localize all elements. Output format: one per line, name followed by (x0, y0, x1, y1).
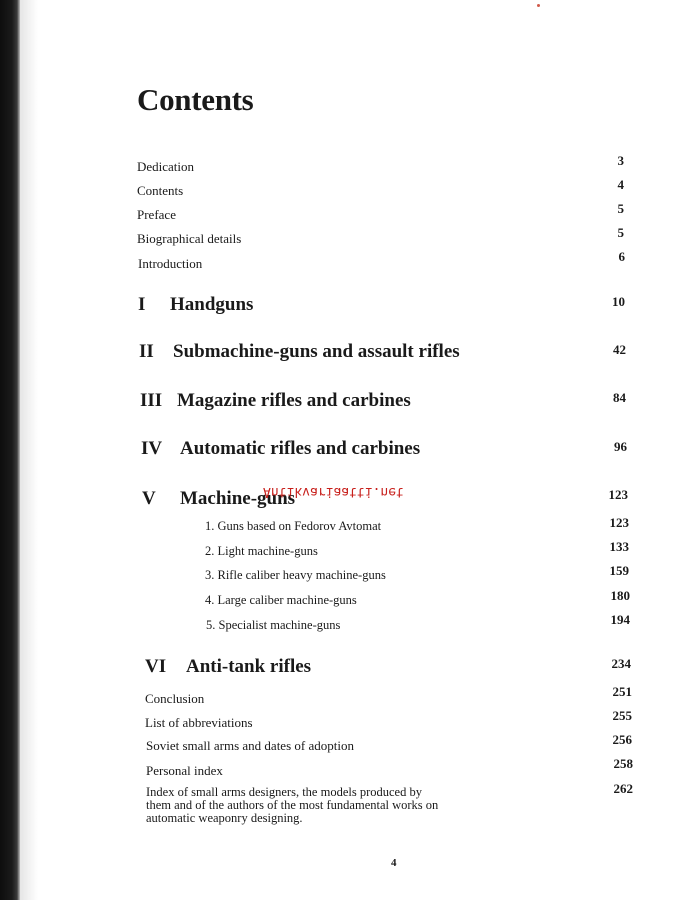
toc-entry-page: 3 (617, 153, 624, 168)
toc-entry-label: Conclusion (145, 691, 205, 706)
chapter-heading (138, 294, 253, 316)
toc-entry-label: Preface (137, 207, 176, 222)
toc-section-label: 4. Large caliber machine-guns (205, 593, 357, 607)
chapter-numeral: V (142, 488, 156, 509)
chapter-numeral: II (139, 341, 154, 362)
toc-entry-label: Soviet small arms and dates of adoption (146, 738, 354, 753)
toc-section-label: 5. Specialist machine-guns (206, 618, 341, 632)
chapter-numeral: I (138, 294, 146, 315)
toc-entry-page: 256 (612, 732, 632, 747)
toc-section-page: 180 (610, 588, 630, 603)
toc-entry-label: List of abbreviations (145, 715, 253, 730)
paper-speck (537, 4, 540, 7)
toc-entry-label: Personal index (146, 763, 223, 778)
chapter-numeral: IV (141, 438, 163, 459)
chapter-heading (139, 341, 460, 363)
chapter-heading (145, 656, 311, 678)
chapter-page: 123 (608, 487, 628, 502)
toc-entry-page: 6 (618, 249, 625, 264)
toc-entry-page: 255 (612, 708, 632, 723)
chapter-heading (141, 438, 420, 460)
chapter-page: 96 (614, 439, 627, 454)
toc-entry-page: 5 (617, 225, 624, 240)
chapter-title: Magazine rifles and carbines (177, 390, 411, 411)
toc-section-page: 133 (609, 539, 629, 554)
toc-section-page: 159 (609, 563, 629, 578)
toc-entry-page: 262 (613, 781, 633, 796)
chapter-numeral: VI (145, 656, 167, 677)
toc-entry-page: 5 (617, 201, 624, 216)
chapter-page: 42 (613, 342, 626, 357)
toc-section-page: 123 (609, 515, 629, 530)
toc-entry-label: Index of small arms designers, the models produced by them and of the authors of the most fundamental works on automatic weaponry designing. (146, 785, 439, 825)
gutter-shadow (20, 0, 38, 900)
chapter-title: Anti-tank rifles (186, 656, 312, 677)
toc-entry-label: Contents (137, 183, 184, 198)
page-number: 4 (391, 857, 397, 869)
chapter-title: Machine-guns (180, 488, 296, 509)
watermark-text: Antikvariaatti.net (263, 484, 404, 499)
toc-section-label: 1. Guns based on Fedorov Avtomat (205, 519, 382, 533)
chapter-title: Automatic rifles and carbines (180, 438, 421, 459)
toc-entry-page: 251 (612, 684, 632, 699)
chapter-page: 234 (611, 656, 631, 671)
book-spine-edge (0, 0, 20, 900)
chapter-heading (140, 390, 411, 412)
toc-entry-label: Biographical details (137, 231, 242, 246)
chapter-numeral: III (140, 390, 163, 411)
chapter-title: Handguns (170, 294, 254, 315)
toc-entry-label: Introduction (138, 256, 203, 271)
chapter-page: 84 (613, 390, 626, 405)
toc-section-label: 3. Rifle caliber heavy machine-guns (205, 568, 386, 582)
page-title: Contents (137, 82, 254, 117)
chapter-title: Submachine-guns and assault rifles (173, 341, 460, 362)
toc-section-label: 2. Light machine-guns (205, 544, 318, 558)
chapter-page: 10 (612, 294, 625, 309)
toc-entry-page: 258 (613, 756, 633, 771)
toc-entry-page: 4 (617, 177, 624, 192)
toc-section-page: 194 (610, 612, 630, 627)
toc-entry-label: Dedication (137, 159, 195, 174)
